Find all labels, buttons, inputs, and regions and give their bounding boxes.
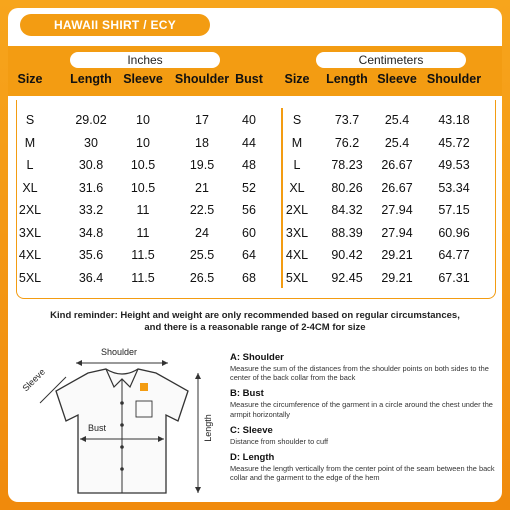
table-cell-length-cm: 73.7 <box>334 113 360 127</box>
definition-text: Distance from shoulder to cuff <box>230 436 329 446</box>
table-cell-size-cm: 4XL <box>285 248 309 262</box>
shirt-illustration <box>18 343 223 502</box>
table-cell-sleeve-cm: 26.67 <box>381 180 413 195</box>
definition-text: Measure the circumference of the garment in a circle around the chest under the armpit horizontally <box>230 400 493 419</box>
table-cell-sleeve-cm: 29.21 <box>381 270 413 285</box>
table-cell-bust: 48 <box>242 158 256 172</box>
diagram-bust-label: Bust <box>88 423 107 433</box>
table-cell-sleeve: 11 <box>136 225 150 240</box>
inches-group-label: Inches <box>70 52 220 68</box>
table-cell-length: 31.6 <box>78 180 104 195</box>
table-cell-shoulder: 25.5 <box>189 248 215 262</box>
table-cell-size: XL <box>22 180 38 195</box>
table-cell-shoulder-cm: 53.34 <box>438 180 470 195</box>
table-cell-sleeve: 10 <box>136 113 150 127</box>
definition-shoulder <box>230 352 498 382</box>
inches-header-sleeve: Sleeve <box>123 72 163 86</box>
table-cell-bust: 68 <box>242 270 256 285</box>
chart-title: HAWAII SHIRT / ECY <box>20 14 210 36</box>
table-cell-shoulder-cm: 57.15 <box>438 203 470 217</box>
table-cell-shoulder-cm: 64.77 <box>438 248 470 262</box>
table-cell-shoulder: 22.5 <box>189 203 215 217</box>
table-cell-sleeve: 11.5 <box>131 248 155 262</box>
cm-header-size: Size <box>284 72 310 86</box>
table-cell-length: 33.2 <box>78 203 104 217</box>
table-cell-shoulder-cm: 43.18 <box>438 113 470 127</box>
table-cell-shoulder: 17 <box>195 113 209 127</box>
table-cell-size: 5XL <box>18 270 42 285</box>
cm-header-length: Length <box>326 72 368 86</box>
table-cell-size-cm: XL <box>289 180 305 195</box>
measurement-definitions <box>230 352 498 488</box>
inches-header-bust: Bust <box>235 72 263 86</box>
table-cell-shoulder: 21 <box>195 180 209 195</box>
definition-length <box>230 452 498 482</box>
table-cell-size: 3XL <box>18 225 42 240</box>
table-cell-shoulder: 18 <box>195 135 209 150</box>
definition-text: Measure the length vertically from the center point of the seam between the back collar and the garment to the edge of the hem <box>230 464 495 483</box>
diagram-shoulder-label: Shoulder <box>101 347 138 357</box>
table-cell-shoulder: 26.5 <box>189 270 215 285</box>
table-cell-length: 30 <box>84 135 98 150</box>
table-cell-length-cm: 78.23 <box>331 158 363 172</box>
table-cell-bust: 60 <box>242 225 256 240</box>
table-cell-sleeve-cm: 27.94 <box>381 225 413 240</box>
kind-reminder <box>20 310 490 334</box>
definition-title: A: Shoulder <box>230 352 284 363</box>
table-cell-size-cm: S <box>292 113 302 127</box>
table-cell-bust: 44 <box>242 135 256 150</box>
inches-header-shoulder: Shoulder <box>174 72 230 86</box>
table-cell-shoulder-cm: 60.96 <box>438 225 470 240</box>
table-cell-length-cm: 92.45 <box>331 270 363 285</box>
cm-header-sleeve: Sleeve <box>377 72 417 86</box>
table-cell-length-cm: 90.42 <box>331 248 363 262</box>
table-cell-length-cm: 80.26 <box>331 180 363 195</box>
definition-title: C: Sleeve <box>230 424 273 436</box>
definition-bust <box>230 388 498 418</box>
table-cell-size: L <box>26 158 34 172</box>
table-cell-shoulder: 19.5 <box>189 158 215 172</box>
table-cell-bust: 52 <box>242 180 256 195</box>
definition-title: D: Length <box>230 452 275 464</box>
table-cell-sleeve-cm: 27.94 <box>381 203 413 217</box>
definition-title: B: Bust <box>230 388 264 400</box>
table-cell-size-cm: M <box>291 135 303 150</box>
table-cell-shoulder-cm: 49.53 <box>438 158 470 172</box>
table-cell-sleeve: 10.5 <box>130 180 156 195</box>
diagram-length-label: Length <box>202 414 213 442</box>
table-cell-sleeve-cm: 29.21 <box>381 248 413 262</box>
table-cell-size-cm: 5XL <box>285 270 309 285</box>
table-cell-size: 4XL <box>18 248 42 262</box>
table-cell-sleeve: 10.5 <box>130 158 156 172</box>
centimeters-group-label: Centimeters <box>316 52 466 68</box>
table-cell-length: 36.4 <box>78 270 104 285</box>
definition-text: Measure the sum of the distances from the shoulder points on both sides to the center of the back collar from the back <box>230 364 489 383</box>
table-cell-sleeve: 11.5 <box>131 270 155 285</box>
table-cell-bust: 64 <box>242 248 256 262</box>
table-cell-length: 29.02 <box>75 113 107 127</box>
table-cell-size-cm: L <box>293 158 301 172</box>
table-cell-sleeve-cm: 25.4 <box>384 113 410 127</box>
table-cell-sleeve-cm: 25.4 <box>384 135 410 150</box>
table-cell-length-cm: 88.39 <box>331 225 363 240</box>
diagram-sleeve-label: Sleeve <box>20 366 48 394</box>
table-cell-length: 34.8 <box>78 225 104 240</box>
table-cell-bust: 40 <box>242 113 256 127</box>
table-cell-shoulder: 24 <box>195 225 209 240</box>
table-cell-size: M <box>24 135 36 150</box>
inches-header-size: Size <box>17 72 43 86</box>
table-cell-bust: 56 <box>242 203 256 217</box>
table-cell-length: 35.6 <box>78 248 104 262</box>
table-cell-size: S <box>25 113 35 127</box>
inches-header-length: Length <box>70 72 112 86</box>
table-cell-sleeve-cm: 26.67 <box>381 158 413 172</box>
shirt-diagram <box>18 343 223 502</box>
cm-header-shoulder: Shoulder <box>426 72 482 86</box>
table-cell-sleeve: 10 <box>136 135 150 150</box>
table-cell-shoulder-cm: 45.72 <box>438 135 470 150</box>
table-cell-size: 2XL <box>18 203 42 217</box>
definition-sleeve <box>230 425 498 446</box>
table-cell-length-cm: 84.32 <box>331 203 363 217</box>
table-cell-shoulder-cm: 67.31 <box>438 270 470 285</box>
reminder-line-1: Kind reminder: Height and weight are only recommended based on regular circumstances, <box>50 310 460 321</box>
reminder-line-2: and there is a reasonable range of 2-4CM for size <box>144 322 366 333</box>
table-cell-length: 30.8 <box>78 158 104 172</box>
table-cell-length-cm: 76.2 <box>334 135 360 150</box>
table-cell-size-cm: 2XL <box>285 203 309 217</box>
table-cell-sleeve: 11 <box>136 203 150 217</box>
size-chart-card <box>8 8 502 502</box>
size-table <box>16 100 496 299</box>
table-cell-size-cm: 3XL <box>285 225 309 240</box>
